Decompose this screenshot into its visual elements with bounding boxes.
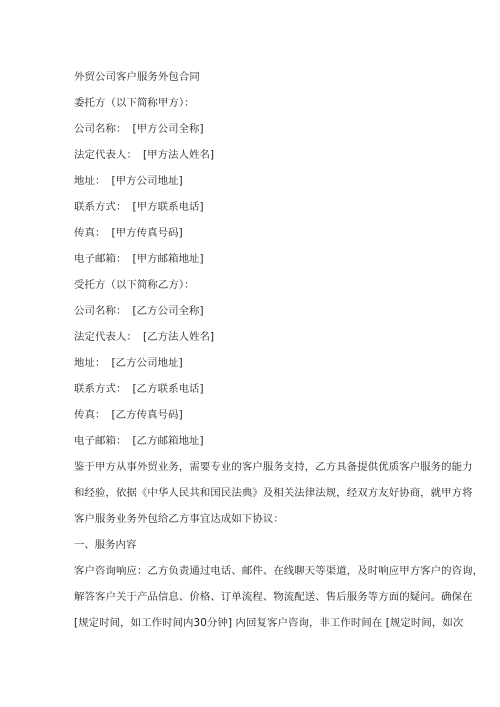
field-value: [乙方公司全称] <box>132 305 204 317</box>
party-a-heading: 委托方（以下简称甲方）： <box>74 97 195 109</box>
field-value: [乙方传真号码] <box>111 409 183 421</box>
preamble-line: 客户服务业务外包给乙方事宜达成如下协议： <box>74 513 284 525</box>
party-b-legal-rep <box>74 324 440 350</box>
party-a-legal-rep <box>74 142 440 168</box>
field-value: [乙方邮箱地址] <box>132 435 204 447</box>
preamble-line: 鉴于甲方从事外贸业务，需要专业的客户服务支持，乙方具备提供优质客户服务的能力 <box>74 461 473 473</box>
field-value: [乙方法人姓名] <box>142 331 215 343</box>
field-value: [甲方公司地址] <box>111 175 183 187</box>
field-value: [乙方联系电话] <box>132 383 204 395</box>
party-a-address <box>74 168 440 194</box>
section-1-line: [规定时间，如工作时间内30分钟] 内回复客户咨询，非工作时间在 [规定时间，如次 <box>74 617 464 629</box>
field-label: 法定代表人： <box>74 331 137 343</box>
field-label: 地址： <box>74 357 106 369</box>
field-label: 传真： <box>74 227 106 239</box>
field-value: [甲方传真号码] <box>111 227 183 239</box>
field-value: [甲方联系电话] <box>132 201 204 213</box>
party-b-address <box>74 350 440 376</box>
field-label: 公司名称： <box>74 123 127 135</box>
field-label: 联系方式： <box>74 383 127 395</box>
field-label: 公司名称： <box>74 305 127 317</box>
field-label: 电子邮箱： <box>74 253 127 265</box>
field-label: 联系方式： <box>74 201 127 213</box>
party-b-fax <box>74 402 440 428</box>
party-a-fax <box>74 220 440 246</box>
field-value: [甲方法人姓名] <box>142 149 215 161</box>
section-1-line: 客户咨询响应：乙方负责通过电话、邮件、在线聊天等渠道，及时响应甲方客户的咨询， <box>74 565 484 577</box>
section-1-paragraph <box>74 558 484 636</box>
party-a-company-name <box>74 116 440 142</box>
party-b-phone <box>74 376 440 402</box>
field-value: [乙方公司地址] <box>111 357 183 369</box>
party-a-email <box>74 246 440 272</box>
section-1-line: 解答客户关于产品信息、价格、订单流程、物流配送、售后服务等方面的疑问。确保在 <box>74 591 473 603</box>
party-b-company-name <box>74 298 440 324</box>
preamble-paragraph <box>74 454 473 532</box>
party-b-email <box>74 428 440 454</box>
field-value: [甲方邮箱地址] <box>132 253 204 265</box>
field-value: [甲方公司全称] <box>132 123 204 135</box>
preamble-line: 和经验，依据《中华人民共和国民法典》及相关法律法规，经双方友好协商，就甲方将 <box>74 487 473 499</box>
field-label: 法定代表人： <box>74 149 137 161</box>
party-b-heading: 受托方（以下简称乙方）： <box>74 279 195 291</box>
field-label: 电子邮箱： <box>74 435 127 447</box>
field-label: 地址： <box>74 175 106 187</box>
document-title: 外贸公司客户服务外包合同 <box>74 71 200 83</box>
field-label: 传真： <box>74 409 106 421</box>
party-a-phone <box>74 194 440 220</box>
section-heading: 一、服务内容 <box>74 539 137 551</box>
